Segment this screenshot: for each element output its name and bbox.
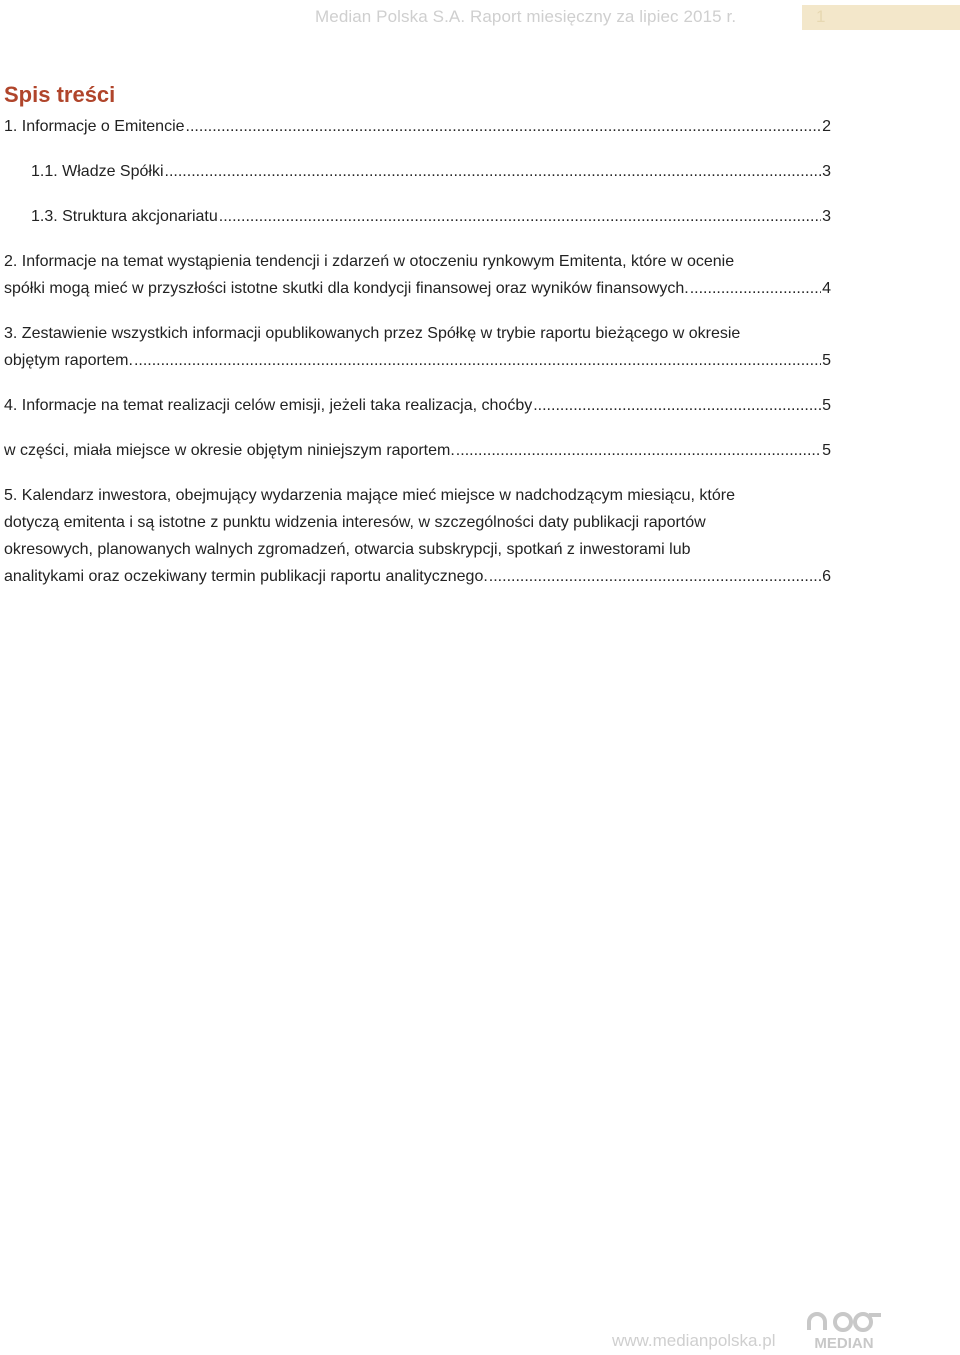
leader-dots [456, 437, 821, 464]
leader-dots [134, 347, 821, 374]
toc-entry-text: spółki mogą mieć w przyszłości istotne skutki dla kondycji finansowej oraz wyników finansowych. [4, 280, 689, 297]
toc-entry-text: analitykami oraz oczekiwany termin publikacji raportu analitycznego. [4, 568, 488, 585]
toc-entry[interactable] [4, 392, 831, 419]
toc-entry[interactable] [4, 320, 831, 374]
toc-entry-page: 4 [822, 280, 831, 297]
toc-entry[interactable] [4, 248, 831, 302]
toc-entry-page: 5 [822, 352, 831, 369]
header-title: Median Polska S.A. Raport miesięczny za lipiec 2015 r. [315, 7, 737, 26]
toc-entry[interactable] [4, 437, 831, 464]
toc-entry-text: 5. Kalendarz inwestora, obejmujący wydarzenia mające mieć miejsce w nadchodzącym miesiącu, które [4, 487, 735, 504]
leader-dots [165, 158, 822, 185]
footer-url[interactable]: www.medianpolska.pl [612, 1331, 776, 1350]
toc-entry-text: 1. Informacje o Emitencie [4, 118, 185, 135]
page-number-box [802, 5, 960, 30]
toc-entry[interactable] [4, 482, 831, 590]
leader-dots [186, 113, 822, 140]
toc-entry-page: 5 [822, 397, 831, 414]
toc-entry-page: 2 [822, 118, 831, 135]
toc-entry-text: 3. Zestawienie wszystkich informacji opublikowanych przez Spółkę w trybie raportu bieżącego w okresie [4, 325, 741, 342]
toc-entry-page: 3 [822, 208, 831, 225]
toc-entry-text: 1.3. Struktura akcjonariatu [31, 208, 218, 225]
logo-text: MEDIAN [814, 1335, 874, 1352]
toc-title: Spis treści [4, 82, 116, 107]
leader-dots [533, 392, 821, 419]
toc-entry-text: w części, miała miejsce w okresie objętym niniejszym raportem. [4, 442, 455, 459]
toc-entry-page: 6 [822, 568, 831, 585]
toc-entry-page: 3 [822, 163, 831, 180]
toc-entry[interactable] [4, 113, 831, 140]
leader-dots [690, 275, 821, 302]
toc-entry-page: 5 [822, 442, 831, 459]
toc-entry-text: objętym raportem. [4, 352, 133, 369]
toc-entry-text: okresowych, planowanych walnych zgromadzeń, otwarcia subskrypcji, spotkań z inwestorami lub [4, 541, 691, 558]
toc-entry-text: 1.1. Władze Spółki [31, 163, 164, 180]
toc-entry-text: dotyczą emitenta i są istotne z punktu widzenia interesów, w szczególności daty publikacji raportów [4, 514, 706, 531]
toc-entry[interactable] [31, 158, 831, 185]
leader-dots [219, 203, 821, 230]
median-logo [803, 1308, 885, 1354]
toc-entry[interactable] [31, 203, 831, 230]
toc-entry-text: 4. Informacje na temat realizacji celów emisji, jeżeli taka realizacja, choćby [4, 397, 533, 414]
page-number: 1 [816, 7, 826, 26]
leader-dots [489, 563, 821, 590]
toc-entry-text: 2. Informacje na temat wystąpienia tendencji i zdarzeń w otoczeniu rynkowym Emitenta, które w ocenie [4, 253, 735, 270]
